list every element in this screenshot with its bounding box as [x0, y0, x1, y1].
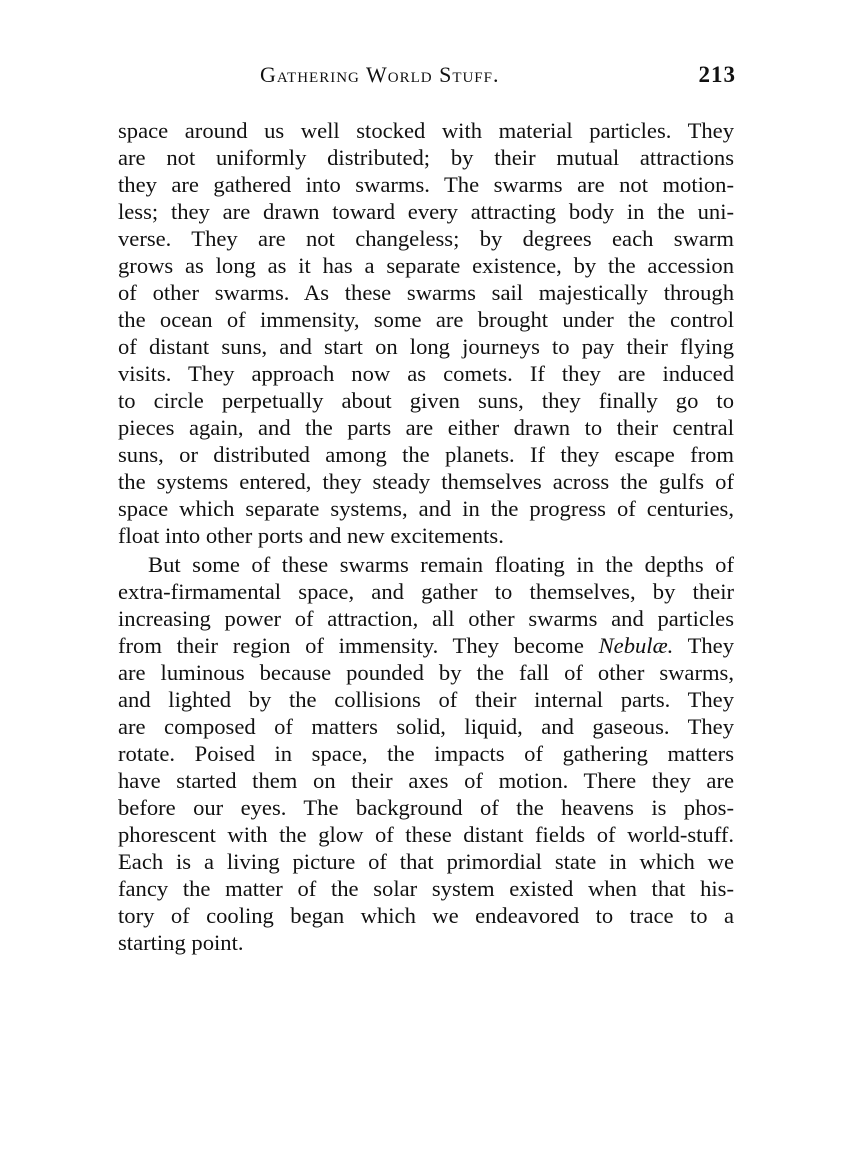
text-line: pieces again, and the parts are either drawn to their central — [118, 415, 734, 440]
text-line: the systems entered, they steady themselves across the gulfs of — [118, 469, 734, 494]
text-line: fancy the matter of the solar system existed when that his- — [118, 876, 734, 901]
text-line: Each is a living picture of that primordial state in which we — [118, 849, 734, 874]
text-line: are not uniformly distributed; by their mutual attractions — [118, 145, 734, 170]
italic-term: Nebulæ. — [598, 633, 674, 658]
text-line: of distant suns, and start on long journeys to pay their flying — [118, 334, 734, 359]
text-line: less; they are drawn toward every attracting body in the uni- — [118, 199, 734, 224]
text-line: space around us well stocked with material particles. They — [118, 118, 734, 143]
text-line: float into other ports and new excitements. — [118, 523, 504, 548]
text-line: verse. They are not changeless; by degrees each swarm — [118, 226, 734, 251]
text-line: extra-firmamental space, and gather to themselves, by their — [118, 579, 734, 604]
text-line: suns, or distributed among the planets. If they escape from — [118, 442, 734, 467]
text-line: they are gathered into swarms. The swarms are not motion- — [118, 172, 734, 197]
text-line: But some of these swarms remain floating in the depths of — [148, 552, 734, 577]
text-line: to circle perpetually about given suns, they finally go to — [118, 388, 734, 413]
text-line: increasing power of attraction, all other swarms and particles — [118, 606, 734, 631]
text-line: starting point. — [118, 930, 244, 955]
text-line: the ocean of immensity, some are brought under the control — [118, 307, 734, 332]
text-line: of other swarms. As these swarms sail majestically through — [118, 280, 734, 305]
text-run: from their region of immensity. They become — [118, 633, 599, 658]
text-line: phorescent with the glow of these distant fields of world-stuff. — [118, 822, 734, 847]
text-line: before our eyes. The background of the heavens is phos- — [118, 795, 734, 820]
page-number: 213 — [698, 62, 736, 87]
text-line: tory of cooling began which we endeavored to trace to a — [118, 903, 734, 928]
running-head — [118, 62, 736, 94]
text-run: They — [673, 633, 734, 658]
text-line: space which separate systems, and in the progress of centuries, — [118, 496, 734, 521]
text-line: have started them on their axes of motion. There they are — [118, 768, 734, 793]
text-line: rotate. Poised in space, the impacts of gathering matters — [118, 741, 734, 766]
running-title: Gathering World Stuff. — [260, 62, 500, 87]
text-line: are composed of matters solid, liquid, and gaseous. They — [118, 714, 734, 739]
text-line-with-italic — [118, 632, 734, 659]
text-line: and lighted by the collisions of their internal parts. They — [118, 687, 734, 712]
text-line: grows as long as it has a separate existence, by the accession — [118, 253, 734, 278]
text-line: are luminous because pounded by the fall of other swarms, — [118, 660, 734, 685]
text-line: visits. They approach now as comets. If they are induced — [118, 361, 734, 386]
